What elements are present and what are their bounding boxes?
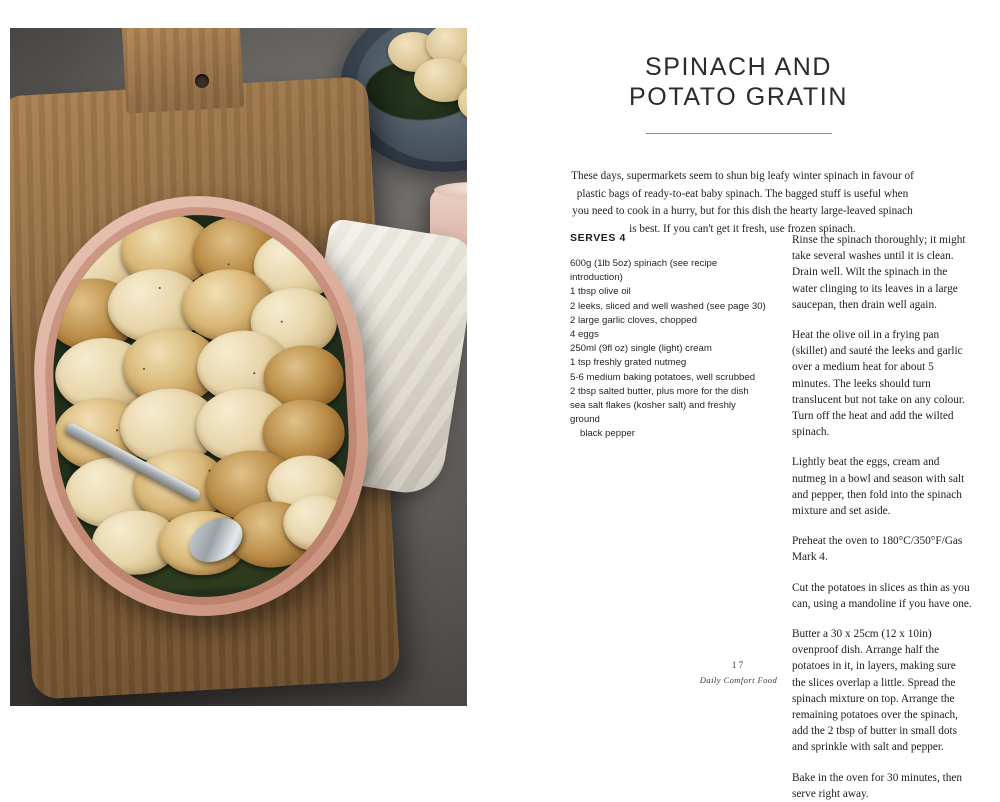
list-item-continuation [570, 427, 766, 441]
list-item: 2 large garlic cloves, chopped [570, 314, 697, 326]
ingredients-column [570, 232, 766, 802]
method-column [792, 232, 972, 802]
board-handle [120, 28, 244, 114]
method-step: Butter a 30 x 25cm (12 x 10in) ovenproof dish. Arrange half the potatoes in it, in layers, making sure the slices overlap a little. Spread the spinach mixture on top. Arrange the remaining potatoes over the spinach, add the 2 tbsp of butter in small dots and sprinkle with salt and pepper. [792, 628, 958, 754]
method-step: Rinse the spinach thoroughly; it might take several washes until it is clean. Drain well. Wilt the spinach in the water clinging to its leaves in a large saucepan, then drain well again. [792, 234, 966, 311]
list-item: 4 eggs [570, 329, 599, 341]
recipe-photo [10, 28, 467, 706]
method-step: Heat the olive oil in a frying pan (skillet) and sauté the leeks and garlic over a medium heat for about 5 minutes. The leeks should turn translucent but not take on any colour. Turn off the heat and add the wilted spinach. [792, 329, 965, 439]
recipe-title-line-2: POTATO GRATIN [629, 83, 848, 111]
title-divider [646, 133, 832, 134]
pepper-fleck [228, 263, 230, 265]
list-item: sea salt flakes (kosher salt) and freshly ground [570, 400, 736, 426]
list-item-continuation-text: black pepper [580, 428, 635, 440]
list-item: 2 leeks, sliced and well washed (see page 30) [570, 300, 766, 312]
photo-page [0, 0, 477, 715]
list-item: 1 tbsp olive oil [570, 286, 631, 298]
list-item: 5-6 medium baking potatoes, well scrubbed [570, 371, 756, 383]
serves-label: SERVES 4 [570, 232, 626, 244]
method-step: Lightly beat the eggs, cream and nutmeg in a bowl and season with salt and pepper, then fold into the spinach mixture and set aside. [792, 456, 965, 518]
book-title: Daily Comfort Food [699, 675, 778, 685]
pepper-fleck [143, 368, 145, 370]
pepper-fleck [208, 470, 210, 472]
text-page [477, 0, 1000, 800]
list-item: 1 tsp freshly grated nutmeg [570, 357, 687, 369]
recipe-title-line-1: SPINACH AND [644, 53, 833, 81]
pepper-fleck [281, 321, 283, 323]
method-step: Bake in the oven for 30 minutes, then serve right away. [792, 771, 963, 800]
method-step: Cut the potatoes in slices as thin as you can, using a mandoline if you have one. [792, 581, 972, 610]
page-number: 17 [731, 661, 746, 671]
page-footer [477, 661, 1000, 685]
list-item: 2 tbsp salted butter, plus more for the dish [570, 385, 749, 397]
method-step: Preheat the oven to 180°C/350°F/Gas Mark 4. [792, 535, 963, 564]
pepper-fleck [116, 429, 118, 431]
pepper-fleck [159, 287, 161, 289]
board-hanging-hole [195, 74, 209, 88]
page-title [477, 52, 1000, 112]
list-item: 600g (1lb 5oz) spinach (see recipe introduction) [570, 258, 718, 284]
pepper-fleck [87, 261, 89, 263]
pepper-fleck [253, 372, 255, 374]
recipe-columns [570, 232, 972, 802]
list-item: 250ml (9fl oz) single (light) cream [570, 343, 712, 355]
recipe-intro: These days, supermarkets seem to shun big leafy winter spinach in favour of plastic bags of ready-to-eat baby spinach. The bagged stuff is useful when you need to cook in a hurry, but for this dish the hearty large-leaved spinach is best. If you can't get it fresh, use frozen spinach. [571, 170, 914, 235]
ingredients-list [570, 257, 766, 442]
